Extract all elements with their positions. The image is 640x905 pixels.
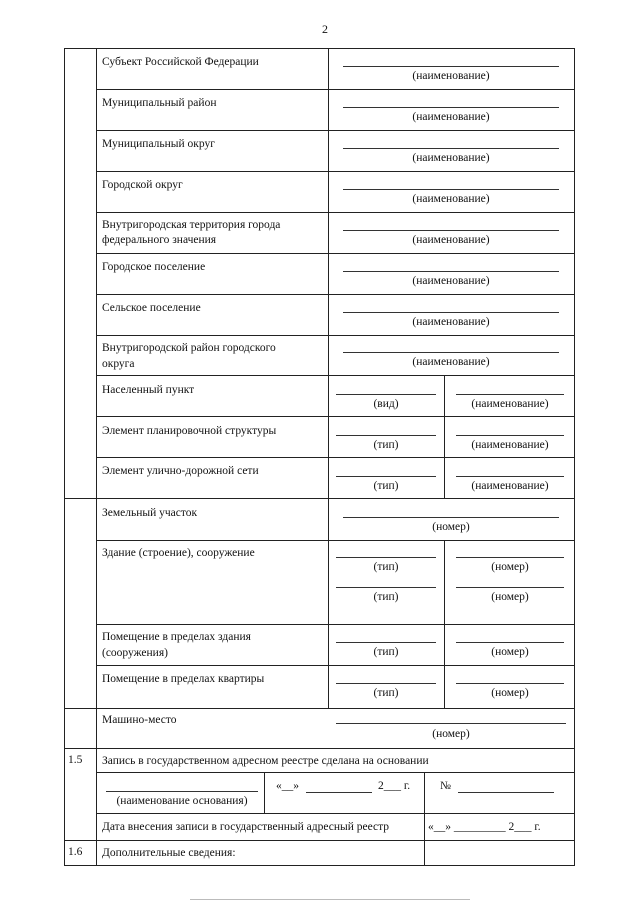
scan-edge [190, 899, 470, 900]
fill-line[interactable] [343, 66, 559, 67]
group-divider [64, 840, 575, 841]
table-top-border [64, 48, 575, 49]
caption-type: (тип) [373, 591, 399, 603]
section-title: Дополнительные сведения: [102, 847, 236, 859]
caption-kind: (вид) [373, 398, 399, 410]
basis-date-open: «__» [276, 780, 299, 792]
group-divider [64, 708, 575, 709]
caption-name: (наименование) [412, 70, 490, 82]
group-divider [64, 748, 575, 749]
row-label-room-building-1: Помещение в пределах здания [102, 631, 251, 643]
fill-line-basis[interactable] [106, 791, 258, 792]
row-label-city-settlement: Городское поселение [102, 261, 206, 273]
fill-line-name[interactable] [456, 394, 564, 395]
row-label-planning-element: Элемент планировочной структуры [102, 425, 277, 437]
caption-number: (номер) [491, 646, 529, 658]
row-divider [96, 130, 575, 131]
row-divider [96, 335, 575, 336]
row-divider [96, 375, 575, 376]
row-label-intracity-territory-2: федерального значения [102, 234, 217, 246]
fill-line[interactable] [343, 107, 559, 108]
table-border-left [64, 48, 65, 866]
entry-date-label: Дата внесения записи в государственный адресный реестр [102, 821, 390, 833]
row-divider [96, 212, 575, 213]
subcol-divider-a [444, 375, 445, 498]
row-label-room-building-2: (сооружения) [102, 647, 168, 659]
fill-line-number[interactable] [343, 517, 559, 518]
caption-name: (наименование) [412, 316, 490, 328]
caption-type: (тип) [373, 480, 399, 492]
caption-name: (наименование) [412, 234, 490, 246]
caption-type: (тип) [373, 561, 399, 573]
row-label-subject: Субъект Российской Федерации [102, 56, 259, 68]
group-divider [64, 498, 575, 499]
row-divider [96, 416, 575, 417]
row-divider [96, 772, 575, 773]
caption-name: (наименование) [412, 275, 490, 287]
extra-info-divider [424, 840, 425, 866]
row-divider [96, 540, 575, 541]
row-label-land-plot: Земельный участок [102, 507, 198, 519]
fill-line-type[interactable] [336, 557, 436, 558]
row-divider [96, 294, 575, 295]
row-label-parking: Машино-место [102, 714, 177, 726]
row-divider [96, 457, 575, 458]
row-label-intracity-district-2: округа [102, 358, 135, 370]
caption-type: (тип) [373, 646, 399, 658]
label-value-divider [328, 48, 329, 708]
entry-date-value[interactable]: «__» _________ 2___ г. [428, 821, 541, 833]
row-label-street-element: Элемент улично-дорожной сети [102, 465, 259, 477]
fill-line-number[interactable] [336, 723, 566, 724]
fill-line[interactable] [343, 312, 559, 313]
row-label-city-okrug: Городской округ [102, 179, 183, 191]
section-title: Запись в государственном адресном реестре сделана на основании [102, 755, 429, 767]
caption-name: (наименование) [471, 480, 549, 492]
fill-line-kind[interactable] [336, 394, 436, 395]
caption-number: (номер) [491, 687, 529, 699]
row-divider [96, 665, 575, 666]
row-label-rural-settlement: Сельское поселение [102, 302, 201, 314]
caption-number: (номер) [432, 521, 470, 533]
caption-basis: (наименование основания) [116, 795, 248, 807]
basis-number-sign: № [440, 780, 451, 792]
caption-type: (тип) [373, 439, 399, 451]
basis-divider-1 [264, 772, 265, 813]
section-number: 1.6 [68, 846, 83, 858]
fill-line-month[interactable] [306, 792, 372, 793]
caption-name: (наименование) [471, 439, 549, 451]
fill-line[interactable] [343, 230, 559, 231]
fill-line-number[interactable] [456, 683, 564, 684]
row-label-locality: Населенный пункт [102, 384, 195, 396]
caption-number: (номер) [491, 561, 529, 573]
table-bottom-border [64, 865, 575, 866]
caption-name: (наименование) [412, 111, 490, 123]
fill-line-name[interactable] [456, 435, 564, 436]
row-label-building: Здание (строение), сооружение [102, 547, 255, 559]
fill-line-type[interactable] [336, 587, 436, 588]
fill-line[interactable] [343, 189, 559, 190]
basis-divider-2 [424, 772, 425, 840]
row-divider [96, 813, 575, 814]
fill-line-number[interactable] [456, 557, 564, 558]
fill-line-type[interactable] [336, 683, 436, 684]
row-divider [96, 253, 575, 254]
fill-line-type[interactable] [336, 435, 436, 436]
fill-line-number[interactable] [456, 587, 564, 588]
row-divider [96, 171, 575, 172]
fill-line-type[interactable] [336, 476, 436, 477]
row-label-municipal-district: Муниципальный район [102, 97, 217, 109]
caption-number: (номер) [491, 591, 529, 603]
caption-name: (наименование) [471, 398, 549, 410]
caption-name: (наименование) [412, 356, 490, 368]
fill-line[interactable] [343, 271, 559, 272]
fill-line[interactable] [343, 352, 559, 353]
section-number: 1.5 [68, 754, 83, 766]
fill-line-type[interactable] [336, 642, 436, 643]
row-label-municipal-okrug: Муниципальный округ [102, 138, 215, 150]
fill-line-name[interactable] [456, 476, 564, 477]
fill-line[interactable] [343, 148, 559, 149]
row-label-intracity-district-1: Внутригородской район городского [102, 342, 276, 354]
caption-name: (наименование) [412, 193, 490, 205]
row-label-room-flat: Помещение в пределах квартиры [102, 673, 265, 685]
caption-number: (номер) [432, 728, 470, 740]
caption-type: (тип) [373, 687, 399, 699]
page-number: 2 [322, 22, 328, 36]
caption-name: (наименование) [412, 152, 490, 164]
row-label-intracity-territory-1: Внутригородская территория города [102, 219, 281, 231]
basis-date-year: 2___ г. [378, 780, 411, 792]
fill-line-number[interactable] [456, 642, 564, 643]
row-divider [96, 624, 575, 625]
fill-line-basis-number[interactable] [458, 792, 554, 793]
row-divider [96, 89, 575, 90]
